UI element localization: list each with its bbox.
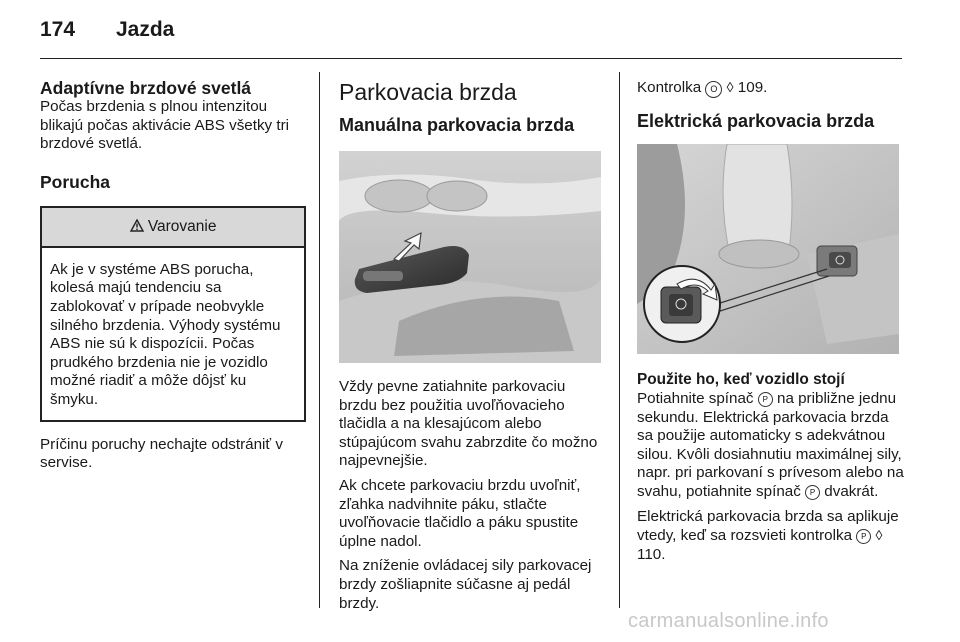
fault-paragraph: Príčinu poruchy nechajte odstrániť v servise. [40,435,283,472]
heading-electric-parking-brake: Elektrická parkovacia brzda [637,111,875,131]
kontrolka-page-ref: 109. [737,79,768,96]
manual-handbrake-lever-illustration [339,151,601,363]
header-rule [40,58,902,59]
parking-brake-switch-icon: P [758,392,773,407]
heading-adaptive-brake-lights: Adaptívne brzdové svetlá [40,78,252,98]
paragraph-2-page-ref: 110. [637,545,666,563]
kontrolka-label: Kontrolka [637,79,702,96]
electric-brake-paragraph-2 [637,508,905,565]
warning-triangle-icon [130,218,148,235]
page-header [40,18,174,42]
paragraph-1-part-c: dvakrát. [824,482,879,500]
electric-brake-paragraph-1 [637,390,905,502]
page-number: 174 [40,18,76,41]
paragraph-2-part-a: Elektrická parkovacia brzda sa aplikuje vtedy, keď sa rozsvieti kontrolka [637,507,899,545]
watermark: carmanualsonline.info [628,610,829,632]
warning-title: Varovanie [147,217,217,235]
column-1 [40,78,306,479]
electric-parking-brake-switch-illustration [637,144,899,354]
warning-text: Ak je v systéme ABS porucha, kolesá majú tendenciu sa zablokovať v prípade neobvykle silného brzdenia. Výhody systému ABS nie sú k dispozícii. Počas prudkého brzdenia nie je vozidlo možné riadiť a môže dôjsť ku šmyku. [50,260,281,408]
column-3 [637,78,905,570]
column-2 [339,78,605,619]
electric-brake-image [637,144,899,354]
warning-box [40,206,306,422]
manual-brake-paragraph-1: Vždy pevne zatiahnite parkovaciu brzdu bez použitia uvoľňovacieho tlačidla a na klesajúcom alebo stúpajúcom svahu zabrzdite čo možno najpevnejšie. [339,378,598,470]
kontrolka-line [637,78,905,98]
paragraph-1-part-a: Potiahnite spínač [637,390,754,407]
subheading-use-when-stopped: Použite ho, keď vozidlo stojí [637,371,845,388]
heading-fault: Porucha [40,171,111,192]
heading-parking-brake: Parkovacia brzda [339,79,517,105]
parking-brake-lamp-icon: P [856,529,871,544]
column-divider-2 [619,72,620,608]
manual-brake-paragraph-2: Ak chcete parkovaciu brzdu uvoľniť, zľahka nadvihnite páku, stlačte uvoľňovacie tlačidlo a páku spustite úplne nadol. [339,476,581,550]
brake-lights-paragraph: Počas brzdenia s plnou intenzitou blikajú počas aktivácie ABS všetky tri brzdové svetlá. [40,98,290,153]
manual-handbrake-image [339,151,601,363]
reference-arrow-icon: ◊ [875,527,883,544]
warning-header [42,208,304,248]
column-divider-1 [319,72,320,608]
brake-warning-lamp-icon: O [705,81,722,98]
manual-brake-paragraph-3: Na zníženie ovládacej sily parkovacej brzdy zošliapnite súčasne aj pedál brzdy. [339,557,592,612]
paragraph-1-part-b: na približne jednu sekundu. Elektrická parkovacia brzda sa použije automaticky s adekvátnou silou. Kvôli dosiahnutiu maximálnej sily, napr. pri parkovaní s prívesom alebo na svahu, potiahnite spínač [637,390,904,500]
parking-brake-switch-icon: P [805,485,820,500]
section-title: Jazda [116,18,175,41]
reference-arrow-icon: ◊ [726,79,734,95]
heading-manual-parking-brake: Manuálna parkovacia brzda [339,115,575,135]
